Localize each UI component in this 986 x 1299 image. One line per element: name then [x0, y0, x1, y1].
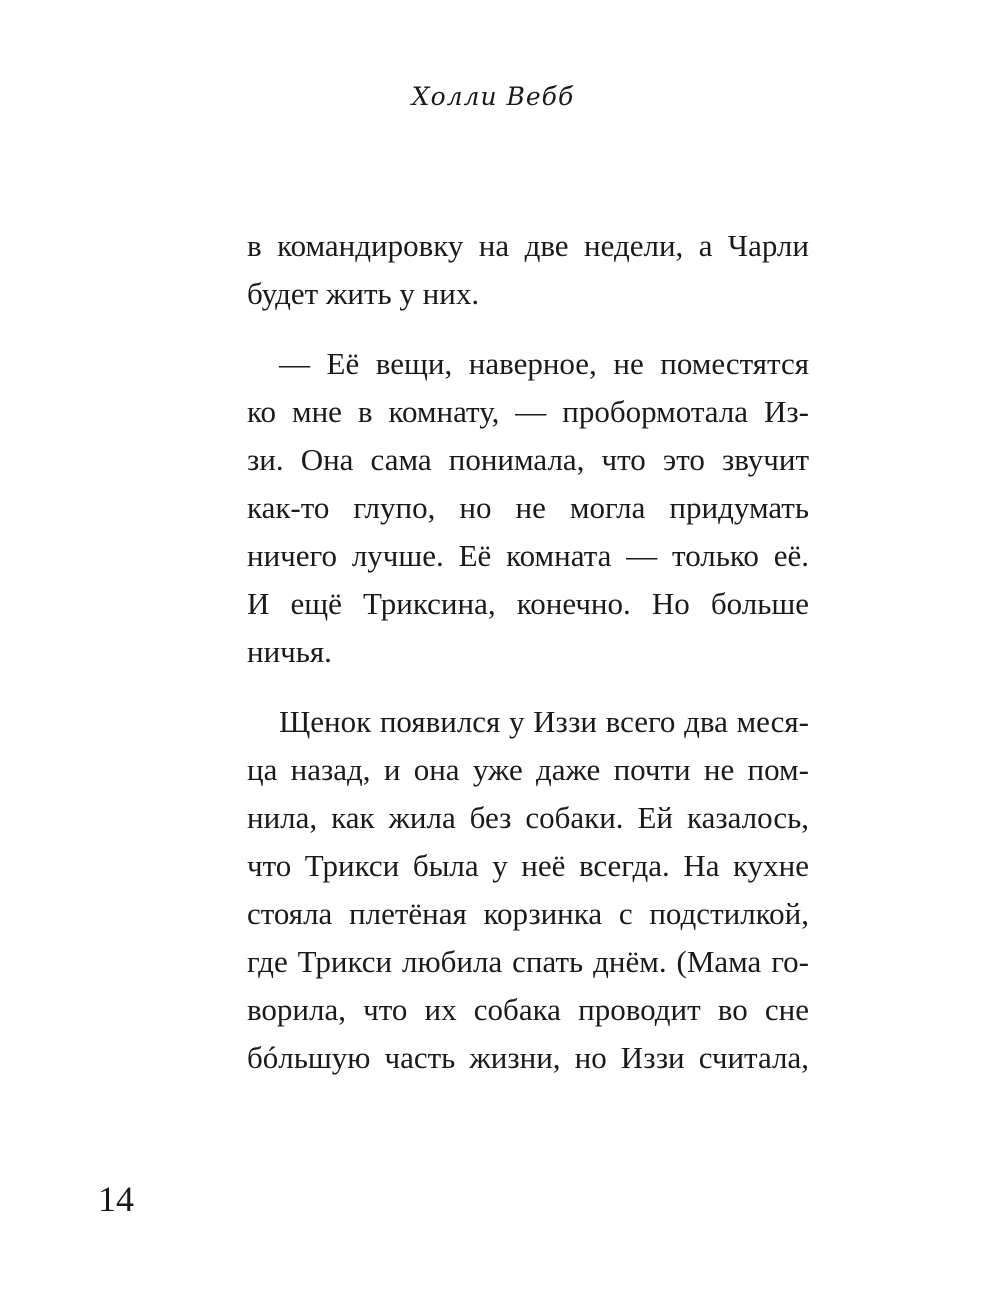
body-text: [247, 222, 809, 1082]
text-line: зи. Она сама понимала, что это звучит: [247, 442, 809, 477]
text-line: — Её вещи, наверное, не поместятся: [279, 346, 809, 381]
text-line: что Трикси была у неё всегда. На кухне: [247, 848, 809, 883]
text-line: ца назад, и она уже даже почти не пом-: [247, 752, 809, 787]
text-line: ничья.: [247, 634, 332, 669]
text-line: бóльшую часть жизни, но Иззи считала,: [247, 1040, 809, 1075]
text-line: ничего лучше. Её комната — только её.: [247, 538, 809, 573]
text-line: нила, как жила без собаки. Ей казалось,: [247, 800, 809, 835]
text-line: как-то глупо, но не могла придумать: [247, 490, 809, 525]
text-line: Щенок появился у Иззи всего два меся-: [279, 704, 809, 739]
text-line: ворила, что их собака проводит во сне: [247, 992, 809, 1027]
text-line: в командировку на две недели, а Чарли: [247, 228, 809, 263]
text-line: будет жить у них.: [247, 276, 480, 311]
page-number: 14: [98, 1179, 134, 1219]
text-line: ко мне в комнату, — пробормотала Из-: [247, 394, 809, 429]
text-line: стояла плетёная корзинка с подстилкой,: [247, 896, 809, 931]
text-line: где Трикси любила спать днём. (Мама го-: [247, 944, 809, 979]
running-head: Холли Вебб: [411, 82, 575, 111]
text-line: И ещё Триксина, конечно. Но больше: [247, 586, 809, 621]
